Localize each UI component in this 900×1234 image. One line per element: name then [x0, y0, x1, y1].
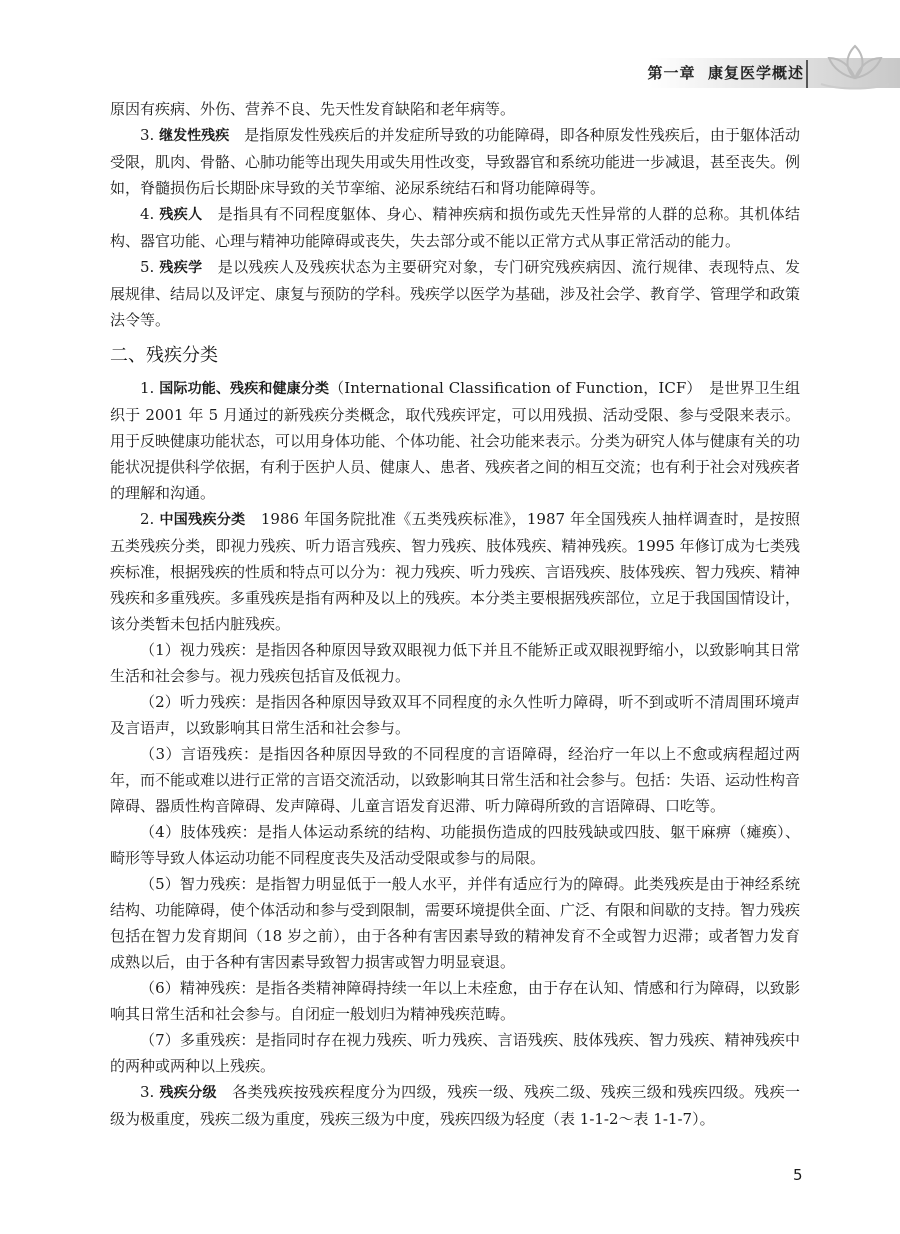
term-heading: 残疾分级 [159, 1085, 217, 1101]
lotus-logo-icon [815, 38, 895, 93]
section-title: 二、残疾分类 [110, 345, 218, 366]
item-number: 3. [140, 1083, 160, 1101]
paragraph [110, 375, 800, 506]
paragraph [110, 506, 800, 637]
paragraph-text: 1986 年国务院批准《五类残疾标准》，1987 年全国残疾人抽样调查时，是按照五类残疾分类，即视力残疾、听力语言残疾、智力残疾、肢体残疾、精神残疾。1995 年修订成为七类残疾标准，根据残疾的性质和特点可以分为：视力残疾、听力残疾、言语残疾、肢体残疾、智力残疾、精神残疾和多重残疾。多重残疾是指有两种及以上的残疾。本分类主要根据残疾部位，立足于我国国情设计，该分类暂未包括内脏残疾。 [110, 510, 801, 633]
paragraph-text: （3）言语残疾：是指因各种原因导致的不同程度的言语障碍，经治疗一年以上不愈或病程超过两年，而不能或难以进行正常的言语交流活动，以致影响其日常生活和社会参与。包括：失语、运动性构音障碍、器质性构音障碍、发声障碍、儿童言语发育迟滞、听力障碍所致的言语障碍、口吃等。 [110, 745, 801, 815]
chapter-title: 康复医学概述 [707, 64, 804, 82]
paragraph-text: 各类残疾按残疾程度分为四级，残疾一级、残疾二级、残疾三级和残疾四级。残疾一级为极重度，残疾二级为重度，残疾三级为中度，残疾四级为轻度（表 1-1-2～表 1-1-7）。 [110, 1083, 800, 1128]
term-heading: 残疾人 [159, 207, 203, 223]
paragraph-text: 是指具有不同程度躯体、身心、精神疾病和损伤或先天性异常的人群的总称。其机体结构、器官功能、心理与精神功能障碍或丧失，失去部分或不能以正常方式从事正常活动的能力。 [110, 205, 800, 250]
list-item [110, 689, 800, 741]
list-item [110, 975, 800, 1027]
item-number: 5. [140, 258, 160, 276]
paragraph-text: （7）多重残疾：是指同时存在视力残疾、听力残疾、言语残疾、肢体残疾、智力残疾、精神残疾中的两种或两种以上残疾。 [110, 1031, 800, 1075]
item-number: 4. [140, 205, 160, 223]
running-header [648, 62, 804, 83]
paragraph-text: （1）视力残疾：是指因各种原因导致双眼视力低下并且不能矫正或双眼视野缩小，以致影响其日常生活和社会参与。视力残疾包括盲及低视力。 [110, 641, 800, 685]
list-item [110, 1027, 800, 1079]
paragraph-text: （2）听力残疾：是指因各种原因导致双耳不同程度的永久性听力障碍，听不到或听不清周围环境声及言语声，以致影响其日常生活和社会参与。 [110, 693, 800, 737]
term-heading: 继发性残疾 [159, 128, 230, 144]
paragraph-text: （5）智力残疾：是指智力明显低于一般人水平，并伴有适应行为的障碍。此类残疾是由于神经系统结构、功能障碍，使个体活动和参与受到限制，需要环境提供全面、广泛、有限和间歇的支持。智力残疾包括在智力发育期间（18 岁之前），由于各种有害因素导致的精神发育不全或智力迟滞；或者智力发育成熟以后，由于各种有害因素导致智力损害或智力明显衰退。 [110, 875, 801, 971]
section-heading [110, 343, 800, 369]
paragraph [110, 96, 800, 122]
paragraph-text: （International Classification of Function，ICF） 是世界卫生组织于 2001 年 5 月通过的新残疾分类概念，取代残疾评定，可以用残损、活动受限、参与受限来表示。用于反映健康功能状态，可以用身体功能、个体功能、社会功能来表示。分类为研究人体与健康有关的功能状况提供科学依据，有利于医护人员、健康人、患者、残疾者之间的相互交流；也有利于社会对残疾者的理解和沟通。 [110, 379, 801, 502]
term-heading: 国际功能、残疾和健康分类 [159, 381, 330, 397]
item-number: 3. [140, 126, 160, 144]
term-heading: 中国残疾分类 [159, 512, 246, 528]
paragraph [110, 1079, 800, 1132]
paragraph [110, 201, 800, 254]
list-item [110, 819, 800, 871]
paragraph-text: （6）精神残疾：是指各类精神障碍持续一年以上未痊愈，由于存在认知、情感和行为障碍，以致影响其日常生活和社会参与。自闭症一般划归为精神残疾范畴。 [110, 979, 800, 1023]
chapter-number: 第一章 [647, 64, 696, 82]
paragraph [110, 122, 800, 201]
page-header [0, 0, 900, 100]
paragraph-text: 原因有疾病、外伤、营养不良、先天性发育缺陷和老年病等。 [110, 100, 516, 118]
list-item [110, 741, 800, 819]
paragraph-text: 是以残疾人及残疾状态为主要研究对象，专门研究残疾病因、流行规律、表现特点、发展规律、结局以及评定、康复与预防的学科。残疾学以医学为基础，涉及社会学、教育学、管理学和政策法令等。 [110, 258, 801, 329]
paragraph-text: 是指原发性残疾后的并发症所导致的功能障碍，即各种原发性残疾后，由于躯体活动受限，肌肉、骨骼、心肺功能等出现失用或失用性改变，导致器官和系统功能进一步减退，甚至丧失。例如，脊髓损伤后长期卧床导致的关节挛缩、泌尿系统结石和肾功能障碍等。 [110, 126, 801, 197]
list-item [110, 637, 800, 689]
paragraph [110, 254, 800, 333]
item-number: 2. [140, 510, 160, 528]
page-body [110, 96, 800, 1132]
item-number: 1. [140, 379, 160, 397]
paragraph-text: （4）肢体残疾：是指人体运动系统的结构、功能损伤造成的四肢残缺或四肢、躯干麻痹（瘫痪）、畸形等导致人体运动功能不同程度丧失及活动受限或参与的局限。 [110, 823, 800, 867]
header-divider [806, 60, 808, 88]
term-heading: 残疾学 [159, 260, 203, 276]
page-number: 5 [793, 1166, 803, 1184]
list-item [110, 871, 800, 975]
